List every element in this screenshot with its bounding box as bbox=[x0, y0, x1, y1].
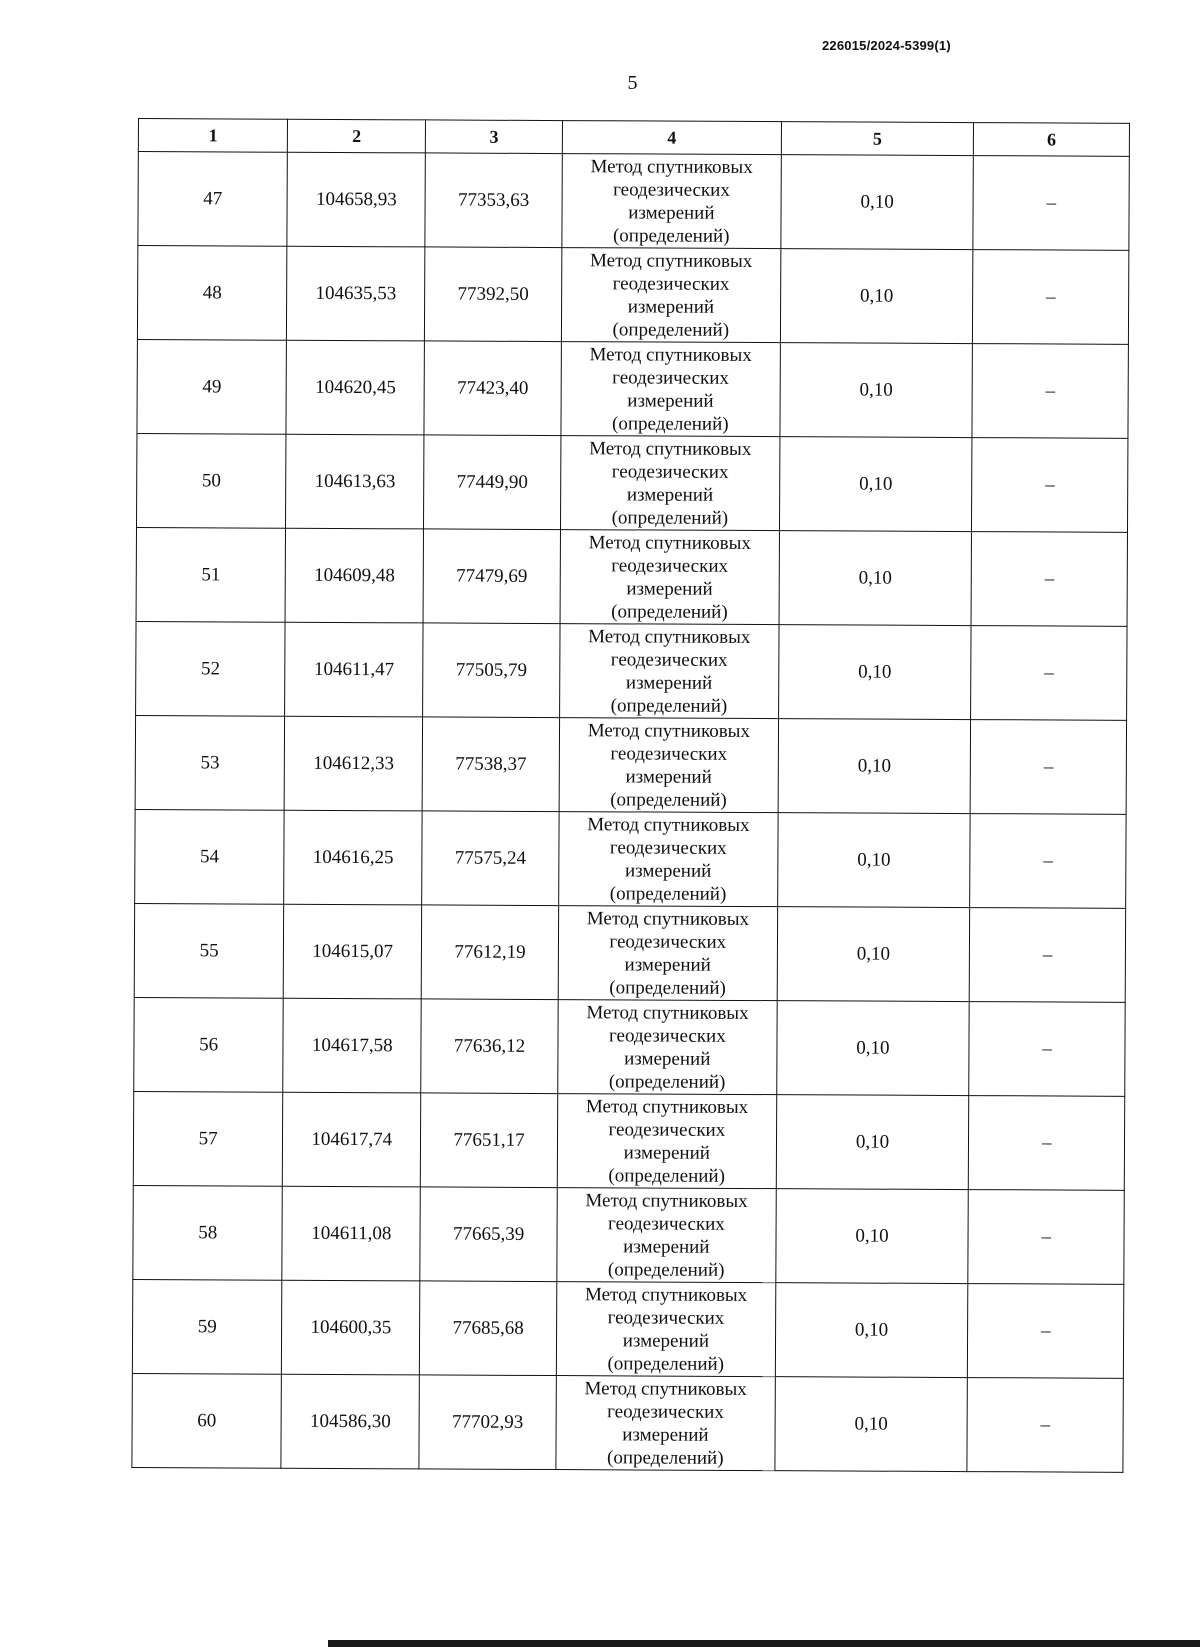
method-line: Метод спутниковых bbox=[588, 531, 751, 554]
y-coordinate-cell: 77651,17 bbox=[420, 1093, 557, 1188]
table-row bbox=[132, 1373, 1123, 1472]
accuracy-cell: 0,10 bbox=[778, 625, 971, 720]
point-number-cell: 47 bbox=[138, 152, 288, 247]
method-line: геодезических bbox=[611, 460, 729, 483]
column-header-2: 2 bbox=[288, 119, 426, 153]
coordinates-table-container bbox=[131, 118, 1130, 1473]
note-cell: – bbox=[968, 1284, 1124, 1379]
point-number-cell: 56 bbox=[134, 997, 284, 1092]
point-number-cell: 51 bbox=[136, 527, 286, 622]
point-number-cell: 48 bbox=[137, 246, 287, 341]
method-line: геодезических bbox=[611, 554, 729, 577]
accuracy-cell: 0,10 bbox=[775, 1377, 968, 1472]
y-coordinate-cell: 77505,79 bbox=[423, 623, 560, 718]
column-header-3: 3 bbox=[426, 120, 563, 154]
table-row bbox=[135, 809, 1126, 908]
method-cell bbox=[560, 530, 779, 625]
method-line: Метод спутниковых bbox=[589, 437, 752, 460]
method-line: Метод спутниковых bbox=[589, 249, 753, 272]
method-line: измерений bbox=[622, 1329, 710, 1352]
method-line: измерений bbox=[624, 859, 712, 882]
point-number-cell: 58 bbox=[133, 1185, 283, 1280]
note-cell: – bbox=[973, 250, 1129, 345]
method-line: измерений bbox=[626, 483, 714, 506]
method-line: Метод спутниковых bbox=[590, 155, 753, 178]
method-line: (определений) bbox=[606, 1446, 724, 1469]
method-line: Метод спутниковых bbox=[585, 1095, 749, 1118]
method-line: геодезических bbox=[609, 930, 727, 953]
accuracy-cell: 0,10 bbox=[776, 1001, 969, 1096]
method-line: геодезических bbox=[613, 178, 730, 201]
accuracy-cell: 0,10 bbox=[776, 1095, 969, 1190]
method-line: измерений bbox=[623, 1141, 711, 1164]
column-header-4: 4 bbox=[562, 121, 781, 155]
method-cell bbox=[557, 1188, 776, 1283]
table-row bbox=[134, 997, 1125, 1096]
note-cell: – bbox=[969, 1096, 1125, 1191]
method-line: Метод спутниковых bbox=[584, 1377, 747, 1400]
method-line: (определений) bbox=[607, 1258, 725, 1281]
method-line: измерений bbox=[627, 389, 714, 412]
y-coordinate-cell: 77479,69 bbox=[423, 529, 560, 624]
y-coordinate-cell: 77575,24 bbox=[422, 811, 559, 906]
x-coordinate-cell: 104600,35 bbox=[282, 1280, 420, 1375]
point-number-cell: 52 bbox=[136, 621, 286, 716]
method-cell bbox=[558, 906, 777, 1001]
y-coordinate-cell: 77702,93 bbox=[419, 1375, 556, 1470]
method-line: геодезических bbox=[610, 742, 728, 765]
method-line: Метод спутниковых bbox=[587, 719, 751, 742]
column-header-1: 1 bbox=[138, 119, 288, 153]
method-line: геодезических bbox=[612, 272, 730, 295]
method-line: измерений bbox=[624, 1047, 711, 1070]
table-header-row bbox=[138, 119, 1129, 157]
method-line: измерений bbox=[628, 201, 715, 224]
method-line: геодезических bbox=[608, 1024, 726, 1047]
x-coordinate-cell: 104609,48 bbox=[285, 528, 423, 623]
method-cell bbox=[559, 812, 778, 907]
table-row bbox=[133, 1091, 1124, 1190]
page-number: 5 bbox=[627, 72, 638, 94]
method-cell bbox=[561, 248, 780, 343]
y-coordinate-cell: 77612,19 bbox=[421, 905, 558, 1000]
point-number-cell: 53 bbox=[135, 715, 285, 810]
method-line: Метод спутниковых bbox=[588, 625, 751, 648]
note-cell: – bbox=[973, 156, 1129, 251]
method-line: (определений) bbox=[610, 694, 728, 717]
accuracy-cell: 0,10 bbox=[779, 437, 972, 532]
accuracy-cell: 0,10 bbox=[776, 1189, 969, 1284]
method-line: геодезических bbox=[608, 1212, 725, 1235]
method-line: Метод спутниковых bbox=[586, 1001, 749, 1024]
note-cell: – bbox=[967, 1378, 1123, 1473]
scan-edge-line bbox=[328, 1640, 1200, 1647]
method-line: измерений bbox=[627, 295, 715, 318]
table-row bbox=[134, 903, 1125, 1002]
point-number-cell: 55 bbox=[134, 903, 284, 998]
table-row bbox=[136, 621, 1127, 720]
method-line: Метод спутниковых bbox=[585, 1189, 748, 1212]
note-cell: – bbox=[971, 626, 1127, 721]
table-row bbox=[138, 152, 1129, 251]
table-row bbox=[132, 1279, 1123, 1378]
method-line: (определений) bbox=[608, 1164, 725, 1187]
method-cell bbox=[558, 1000, 777, 1095]
point-number-cell: 49 bbox=[137, 339, 287, 434]
method-cell bbox=[560, 436, 779, 531]
y-coordinate-cell: 77665,39 bbox=[420, 1187, 557, 1282]
method-cell bbox=[561, 342, 780, 437]
method-line: геодезических bbox=[607, 1400, 724, 1423]
method-line: (определений) bbox=[611, 600, 728, 623]
accuracy-cell: 0,10 bbox=[779, 531, 972, 626]
column-header-5: 5 bbox=[781, 122, 974, 156]
x-coordinate-cell: 104586,30 bbox=[281, 1374, 419, 1469]
accuracy-cell: 0,10 bbox=[781, 155, 974, 250]
x-coordinate-cell: 104658,93 bbox=[287, 152, 425, 247]
accuracy-cell: 0,10 bbox=[778, 719, 971, 814]
x-coordinate-cell: 104615,07 bbox=[284, 904, 422, 999]
accuracy-cell: 0,10 bbox=[780, 343, 973, 438]
note-cell: – bbox=[972, 344, 1128, 439]
table-row bbox=[136, 433, 1127, 532]
method-line: (определений) bbox=[608, 1070, 726, 1093]
method-line: измерений bbox=[626, 577, 713, 600]
method-line: Метод спутниковых bbox=[584, 1283, 748, 1306]
x-coordinate-cell: 104612,33 bbox=[284, 716, 422, 811]
method-line: измерений bbox=[625, 671, 713, 694]
table-body bbox=[132, 152, 1129, 1473]
x-coordinate-cell: 104611,08 bbox=[282, 1186, 420, 1281]
method-line: (определений) bbox=[609, 976, 726, 999]
y-coordinate-cell: 77353,63 bbox=[425, 153, 562, 248]
accuracy-cell: 0,10 bbox=[775, 1283, 968, 1378]
method-line: геодезических bbox=[607, 1306, 725, 1329]
method-line: (определений) bbox=[612, 318, 730, 341]
y-coordinate-cell: 77392,50 bbox=[425, 247, 562, 342]
table-row bbox=[136, 527, 1127, 626]
note-cell: – bbox=[971, 532, 1127, 627]
table-row bbox=[133, 1185, 1124, 1284]
point-number-cell: 59 bbox=[132, 1279, 282, 1374]
method-cell bbox=[560, 624, 779, 719]
note-cell: – bbox=[969, 908, 1125, 1003]
point-number-cell: 57 bbox=[133, 1091, 283, 1186]
accuracy-cell: 0,10 bbox=[777, 907, 970, 1002]
x-coordinate-cell: 104620,45 bbox=[286, 340, 424, 435]
coordinates-table bbox=[131, 118, 1130, 1473]
note-cell: – bbox=[969, 1002, 1125, 1097]
method-line: геодезических bbox=[609, 836, 727, 859]
x-coordinate-cell: 104617,58 bbox=[283, 998, 421, 1093]
y-coordinate-cell: 77423,40 bbox=[424, 341, 561, 436]
note-cell: – bbox=[970, 720, 1126, 815]
method-line: Метод спутниковых bbox=[587, 813, 750, 836]
table-row bbox=[135, 715, 1126, 814]
method-line: измерений bbox=[625, 765, 712, 788]
method-line: (определений) bbox=[609, 882, 727, 905]
method-line: измерений bbox=[624, 953, 711, 976]
y-coordinate-cell: 77538,37 bbox=[422, 717, 559, 812]
x-coordinate-cell: 104635,53 bbox=[287, 246, 425, 341]
method-line: геодезических bbox=[610, 648, 728, 671]
x-coordinate-cell: 104617,74 bbox=[283, 1092, 421, 1187]
table-row bbox=[137, 339, 1128, 438]
accuracy-cell: 0,10 bbox=[780, 249, 973, 344]
method-line: измерений bbox=[622, 1423, 709, 1446]
method-cell bbox=[556, 1282, 775, 1377]
method-cell bbox=[559, 718, 778, 813]
y-coordinate-cell: 77685,68 bbox=[420, 1281, 557, 1376]
accuracy-cell: 0,10 bbox=[777, 813, 970, 908]
point-number-cell: 60 bbox=[132, 1373, 282, 1468]
method-line: Метод спутниковых bbox=[589, 343, 752, 366]
y-coordinate-cell: 77449,90 bbox=[424, 435, 561, 530]
note-cell: – bbox=[968, 1190, 1124, 1285]
column-header-6: 6 bbox=[974, 123, 1130, 157]
method-line: геодезических bbox=[612, 366, 729, 389]
method-cell bbox=[556, 1376, 775, 1471]
point-number-cell: 50 bbox=[136, 433, 286, 528]
x-coordinate-cell: 104613,63 bbox=[286, 434, 424, 529]
note-cell: – bbox=[972, 438, 1128, 533]
y-coordinate-cell: 77636,12 bbox=[421, 999, 558, 1094]
method-cell bbox=[562, 154, 781, 249]
method-line: (определений) bbox=[607, 1352, 725, 1375]
method-line: (определений) bbox=[612, 412, 729, 435]
table-row bbox=[137, 246, 1128, 345]
method-line: измерений bbox=[623, 1235, 710, 1258]
method-cell bbox=[557, 1094, 776, 1189]
x-coordinate-cell: 104611,47 bbox=[285, 622, 423, 717]
method-line: (определений) bbox=[610, 788, 727, 811]
point-number-cell: 54 bbox=[135, 809, 285, 904]
x-coordinate-cell: 104616,25 bbox=[284, 810, 422, 905]
method-line: (определений) bbox=[611, 506, 729, 529]
method-line: геодезических bbox=[608, 1118, 726, 1141]
method-line: (определений) bbox=[612, 224, 730, 247]
method-line: Метод спутниковых bbox=[586, 907, 750, 930]
note-cell: – bbox=[970, 814, 1126, 909]
document-id: 226015/2024-5399(1) bbox=[822, 38, 951, 53]
